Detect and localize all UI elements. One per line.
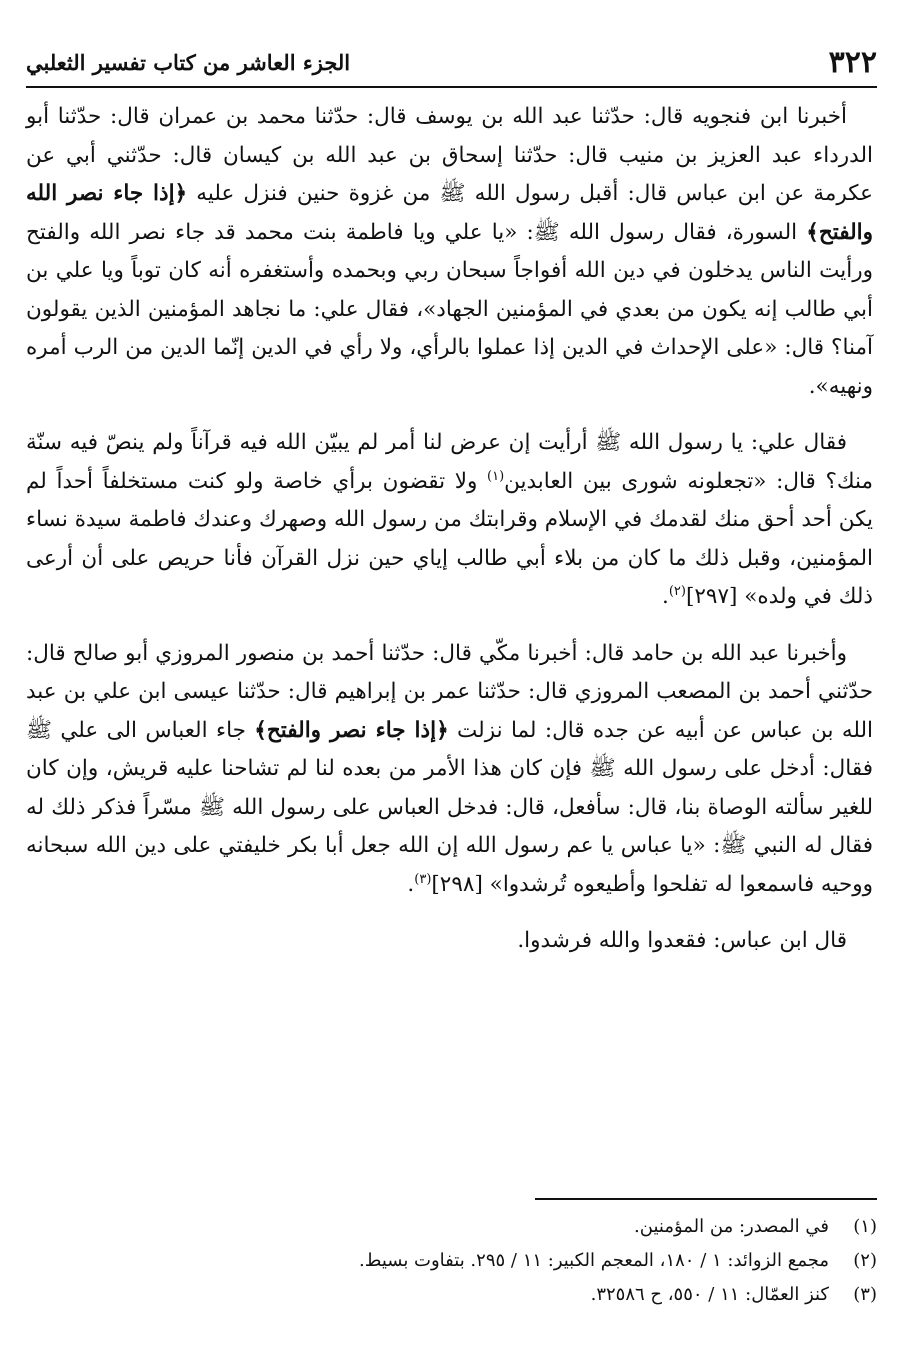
footnote-1 — [26, 1210, 877, 1244]
text: فقال علي: يا رسول الله ﷺ أرأيت إن عرض لنا أمر لم يبيّن الله فيه قرآناً ولم ينصّ فيه سنّة منك؟ قال: «تجعلونه شورى بين العابدين — [26, 430, 873, 494]
paragraph-2 — [26, 424, 873, 617]
footnote-number: (٢) — [853, 1250, 877, 1271]
footnote-3 — [26, 1278, 877, 1312]
footnote-ref-2[interactable]: (٢) — [668, 583, 686, 599]
text: . — [661, 584, 669, 609]
text: أخبرنا ابن فنجويه قال: حدّثنا عبد الله بن يوسف قال: حدّثنا محمد بن عمران قال: حدّثنا أبو الدرداء عبد العزيز بن منيب قال: حدّثنا إسحاق بن عبد الله بن كيسان قال: حدّثني أبي عن عكرمة عن ابن عباس قال: أقبل رسول الله ﷺ من غزوة حنين فنزل عليه — [26, 104, 873, 206]
footnote-number: (١) — [853, 1216, 877, 1237]
quran-quote: ﴿إذا جاء نصر الله والفتح﴾ — [26, 181, 873, 245]
footnote-2 — [26, 1244, 877, 1278]
text: قال ابن عباس: فقعدوا والله فرشدوا. — [517, 928, 847, 953]
footnote-text: مجمع الزوائد: ١ / ١٨٠، المعجم الكبير: ١١ / ٢٩٥. بتفاوت بسيط. — [359, 1250, 829, 1271]
footnote-text: كنز العمّال: ١١ / ٥٥٠، ح ٣٢٥٨٦. — [590, 1284, 829, 1305]
text: ولا تقضون برأي خاصة ولو كنت مستخلفاً أحداً لم يكن أحد أحق منك لقدمك في الإسلام وقرابتك من رسول الله وصهرك وعندك فاطمة سيدة نساء المؤمنين، وقبل ذلك ما كان من بلاء أبي طالب إياي حين نزل القرآن فأنا حريص على أن أرعى ذلك في ولده» [٢٩٧] — [26, 468, 873, 609]
text: السورة، فقال رسول الله ﷺ: «يا علي ويا فاطمة بنت محمد قد جاء نصر الله والفتح ورأيت الناس يدخلون في دين الله أفواجاً سبحان ربي وبحمده وأستغفره أنه كان توباً ويا علي بن أبي طالب إنه يكون من بعدي في المؤمنين الجهاد»، فقال علي: ما نجاهد المؤمنين الذين يقولون آمنا؟ قال: «على الإحداث في الدين إذا عملوا بالرأي، ولا رأي في الدين إنّما الدين من الرب أمره ونهيه». — [26, 219, 873, 399]
footnote-number: (٣) — [853, 1284, 877, 1305]
paragraph-3 — [26, 635, 873, 905]
footnote-divider — [535, 1198, 877, 1200]
quran-quote: ﴿إذا جاء نصر والفتح﴾ — [254, 717, 449, 743]
footnotes — [26, 1210, 877, 1312]
text: وأخبرنا عبد الله بن حامد قال: أخبرنا مكّي قال: حدّثنا أحمد بن منصور المروزي أبو صالح قال: حدّثني أحمد بن المصعب المروزي قال: حدّثنا عمر بن إبراهيم قال: حدّثنا عيسى ابن علي بن عبد الله بن عباس عن أبيه عن جده قال: لما نزلت — [26, 640, 873, 743]
footnote-text: في المصدر: من المؤمنين. — [634, 1216, 829, 1237]
running-title: الجزء العاشر من كتاب تفسير الثعلبي — [26, 49, 351, 75]
text: جاء العباس الى علي ﷺ فقال: أدخل على رسول الله ﷺ فإن كان هذا الأمر من بعده لنا لم تشاحنا عليه قريش، وإن كان للغير سألته الوصاة بنا، قال: سأفعل، قال: فدخل العباس على رسول الله ﷺ مسّراً فذكر ذلك له فقال له النبي ﷺ: «يا عباس يا عم رسول الله إن الله جعل أبا بكر خليفتي على دين الله سبحانه ووحيه فاسمعوا له تفلحوا وأطيعوه تُرشدوا» [٢٩٨] — [26, 717, 873, 897]
paragraph-1 — [26, 98, 873, 406]
page-number: ٣٢٢ — [828, 44, 877, 80]
footnote-ref-1[interactable]: (١) — [487, 468, 505, 484]
text: . — [407, 871, 415, 897]
page-header — [26, 38, 877, 88]
footnote-ref-3[interactable]: (٣) — [414, 871, 432, 887]
paragraph-4 — [26, 922, 873, 961]
main-text — [26, 98, 873, 961]
